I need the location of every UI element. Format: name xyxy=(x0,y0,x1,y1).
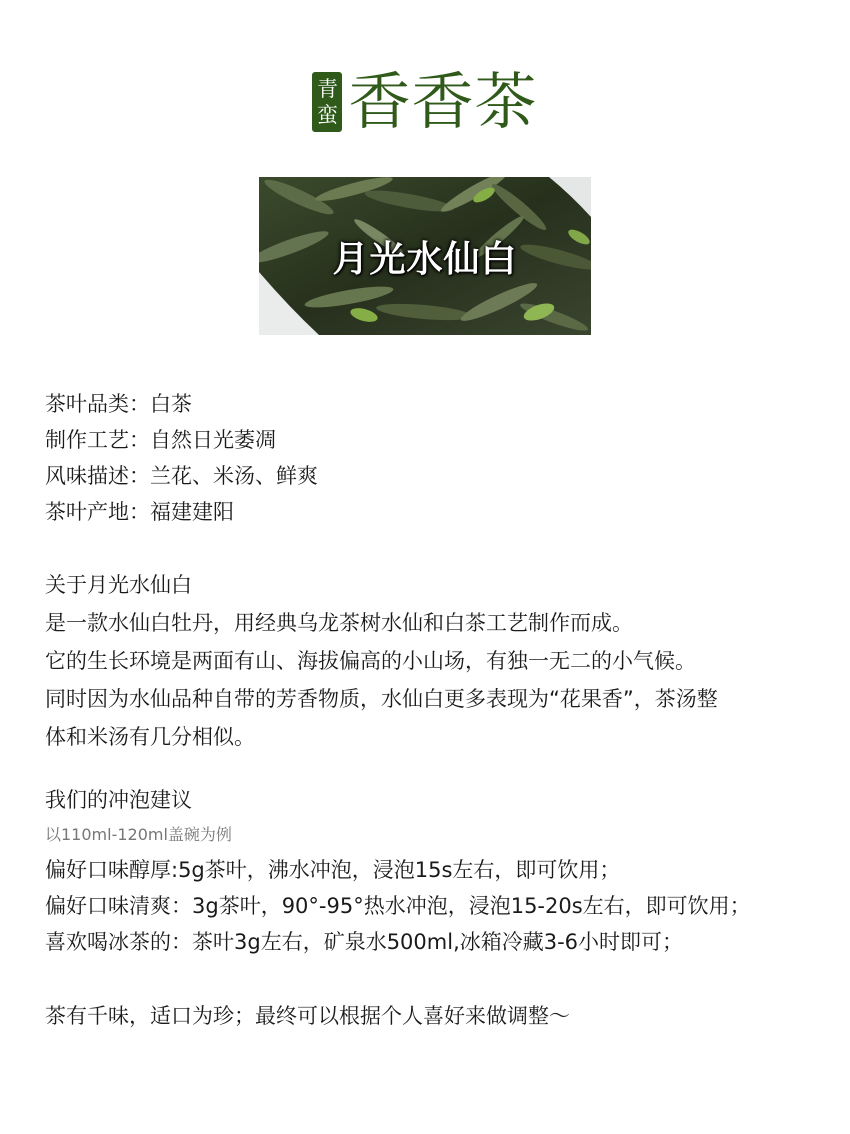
about-section xyxy=(45,566,835,756)
about-paragraph-line: 是一款水仙白牡丹，用经典乌龙茶树水仙和白茶工艺制作而成。 xyxy=(45,611,633,635)
tea-info-flavor: 风味描述：兰花、米汤、鲜爽 xyxy=(45,464,318,488)
logo-mark-char-1: 青 xyxy=(316,77,338,101)
brewing-tip-rich: 偏好口味醇厚:5g茶叶，沸水冲泡，浸泡15s左右，即可饮用； xyxy=(45,858,621,882)
about-paragraph-line: 体和米汤有几分相似。 xyxy=(45,725,255,749)
brewing-tip-light: 偏好口味清爽：3g茶叶，90°-95°热水冲泡，浸泡15-20s左右，即可饮用； xyxy=(45,894,751,918)
tea-info-category: 茶叶品类：白茶 xyxy=(45,392,192,416)
tea-info-process: 制作工艺：自然日光萎凋 xyxy=(45,428,276,452)
about-paragraph-line: 同时因为水仙品种自带的芳香物质，水仙白更多表现为“花果香”，茶汤整 xyxy=(45,687,718,711)
closing-text: 茶有千味，适口为珍；最终可以根据个人喜好来做调整～ xyxy=(45,1004,570,1028)
logo-mark-char-2: 蛮 xyxy=(316,103,338,127)
logo-mark xyxy=(312,72,342,132)
banner-title: 月光水仙白 xyxy=(332,238,518,280)
about-heading: 关于月光水仙白 xyxy=(45,573,192,597)
tea-info-origin: 茶叶产地：福建建阳 xyxy=(45,500,234,524)
brewing-heading: 我们的冲泡建议 xyxy=(45,788,192,812)
brand-name: 香香茶 xyxy=(348,65,538,138)
brewing-note: 以110ml-120ml盖碗为例 xyxy=(45,825,232,844)
about-paragraph-line: 它的生长环境是两面有山、海拔偏高的小山场，有独一无二的小气候。 xyxy=(45,649,696,673)
closing-section xyxy=(45,998,835,1034)
brewing-tip-iced: 喜欢喝冰茶的：茶叶3g左右，矿泉水500ml,冰箱冷藏3-6小时即可； xyxy=(45,930,684,954)
brewing-section xyxy=(45,782,835,960)
brand-logo xyxy=(0,62,850,142)
tea-leaves-banner xyxy=(259,177,591,335)
tea-info-list xyxy=(45,386,835,530)
